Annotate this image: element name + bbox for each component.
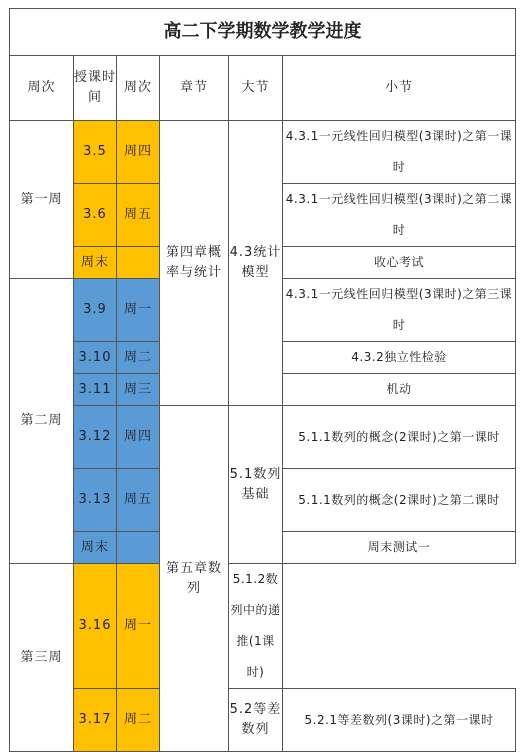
- date-cell: 3.17: [74, 689, 117, 752]
- header-week: 周次: [10, 56, 74, 121]
- section-cell-5-1: 5.1数列基础: [229, 406, 283, 564]
- section-cell-5-2: 5.2等差数列: [229, 689, 283, 752]
- schedule-table: [9, 8, 516, 752]
- day-cell: [117, 247, 160, 279]
- date-cell: 3.6: [74, 184, 117, 247]
- day-cell: 周二: [117, 342, 160, 374]
- day-cell: 周四: [117, 121, 160, 184]
- date-cell: 3.13: [74, 469, 117, 532]
- date-cell: 周末: [74, 532, 117, 564]
- date-cell: 3.12: [74, 406, 117, 469]
- table-row: [10, 689, 516, 752]
- week-cell-1: 第一周: [10, 121, 74, 279]
- date-cell: 周末: [74, 247, 117, 279]
- lesson-cell: 5.2.1等差数列(3课时)之第一课时: [283, 689, 516, 752]
- lesson-cell: 收心考试: [283, 247, 516, 279]
- day-cell: 周四: [117, 406, 160, 469]
- header-lesson: 小节: [283, 56, 516, 121]
- day-cell: 周五: [117, 469, 160, 532]
- table-row: [10, 564, 516, 689]
- lesson-cell: 5.1.2数列中的递推(1课时): [229, 564, 283, 689]
- date-cell: 3.11: [74, 374, 117, 406]
- week-cell-3: 第三周: [10, 564, 74, 752]
- date-cell: 3.9: [74, 279, 117, 342]
- table-row: [10, 121, 516, 184]
- lesson-cell: 4.3.1一元线性回归模型(3课时)之第一课时: [283, 121, 516, 184]
- date-cell: 3.5: [74, 121, 117, 184]
- header-day: 周次: [117, 56, 160, 121]
- lesson-cell: 机动: [283, 374, 516, 406]
- day-cell: 周一: [117, 564, 160, 689]
- section-cell-4-3: 4.3统计模型: [229, 121, 283, 406]
- lesson-cell: 周末测试一: [283, 532, 516, 564]
- date-cell: 3.10: [74, 342, 117, 374]
- table-title: 高二下学期数学教学进度: [10, 9, 516, 56]
- lesson-cell: 5.1.1数列的概念(2课时)之第一课时: [283, 406, 516, 469]
- header-time: 授课时间: [74, 56, 117, 121]
- day-cell: 周五: [117, 184, 160, 247]
- date-cell: 3.16: [74, 564, 117, 689]
- schedule-sheet: [9, 8, 516, 752]
- day-cell: 周一: [117, 279, 160, 342]
- day-cell: [117, 532, 160, 564]
- week-cell-2: 第二周: [10, 279, 74, 564]
- lesson-cell: 4.3.2独立性检验: [283, 342, 516, 374]
- day-cell: 周二: [117, 689, 160, 752]
- lesson-cell: 5.1.1数列的概念(2课时)之第二课时: [283, 469, 516, 532]
- table-row: [10, 406, 516, 469]
- header-chapter: 章节: [160, 56, 229, 121]
- header-section: 大节: [229, 56, 283, 121]
- chapter-cell-5: 第五章数列: [160, 406, 229, 752]
- lesson-cell: 4.3.1一元线性回归模型(3课时)之第二课时: [283, 184, 516, 247]
- chapter-cell-4: 第四章概率与统计: [160, 121, 229, 406]
- lesson-cell: 4.3.1一元线性回归模型(3课时)之第三课时: [283, 279, 516, 342]
- day-cell: 周三: [117, 374, 160, 406]
